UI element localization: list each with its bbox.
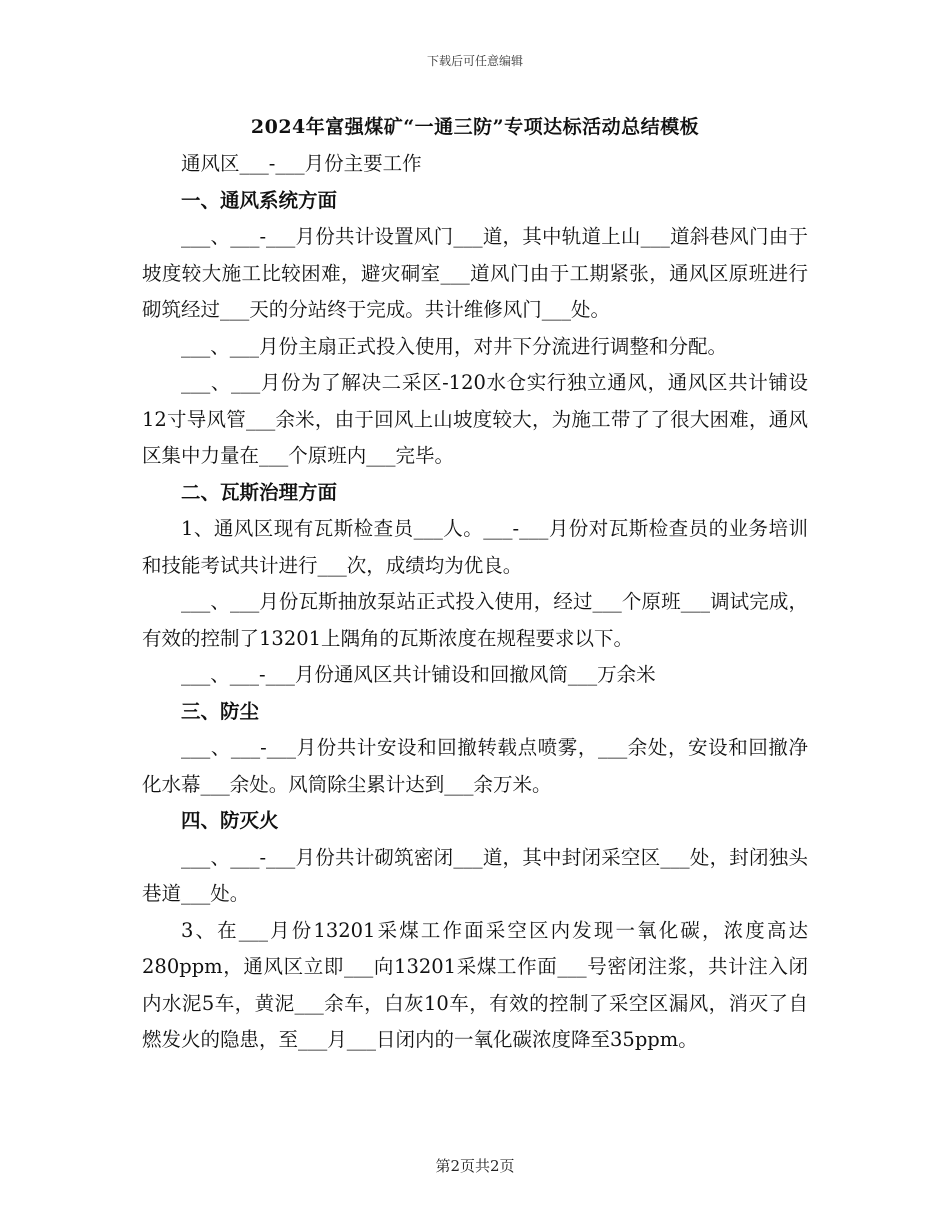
paragraph: ___、___月份瓦斯抽放泵站正式投入使用，经过___个原班___调试完成，有效的控制了13201上隅角的瓦斯浓度在规程要求以下。 <box>142 590 808 650</box>
document-title: 2024年富强煤矿“一通三防”专项达标活动总结模板 <box>250 116 700 138</box>
paragraph: ___、___月份为了解决二采区-120水仓实行独立通风，通风区共计铺设12寸导风管___余米，由于回风上山坡度较大，为施工带了了很大困难，通风区集中力量在___个原班内___完毕。 <box>142 371 808 467</box>
header-note: 下载后可任意编辑 <box>426 54 523 68</box>
paragraph: ___、___-___月份通风区共计铺设和回撤风筒___万余米 <box>181 663 656 686</box>
section-heading-fire: 四、防灭火 <box>181 809 279 832</box>
paragraph: 1、通风区现有瓦斯检查员___人。___-___月份对瓦斯检查员的业务培训和技能考试共计进行___次，成绩均为优良。 <box>142 517 808 577</box>
subtitle: 通风区___-___月份主要工作 <box>181 152 422 175</box>
section-heading-dust: 三、防尘 <box>181 699 260 723</box>
paragraph: ___、___-___月份共计设置风门___道，其中轨道上山___道斜巷风门由于坡度较大施工比较困难，避灾硐室___道风门由于工期紧张，通风区原班进行砌筑经过___天的分站终于完成。共计维修风门___处。 <box>142 225 808 321</box>
paragraph: ___、___-___月份共计砌筑密闭___道，其中封闭采空区___处，封闭独头巷道___处。 <box>142 845 808 905</box>
section-heading-ventilation: 一、通风系统方面 <box>181 188 338 212</box>
paragraph: ___、___月份主扇正式投入使用，对井下分流进行调整和分配。 <box>181 334 728 358</box>
section-heading-gas: 二、瓦斯治理方面 <box>181 480 338 504</box>
page-footer: 第2页共2页 <box>435 1157 515 1175</box>
paragraph: 3、在___月份13201采煤工作面采空区内发现一氧化碳，浓度高达280ppm，通风区立即___向13201采煤工作面___号密闭注浆，共计注入闭内水泥5车，黄泥___余车，白灰10车，有效的控制了采空区漏风，消灭了自燃发火的隐患，至___月___日闭内的一氧化碳浓度降至35ppm。 <box>142 918 808 1051</box>
document-body <box>142 146 808 1059</box>
paragraph: ___、___-___月份共计安设和回撤转载点喷雾，___余处，安设和回撤净化水幕___余处。风筒除尘累计达到___余万米。 <box>142 736 808 796</box>
